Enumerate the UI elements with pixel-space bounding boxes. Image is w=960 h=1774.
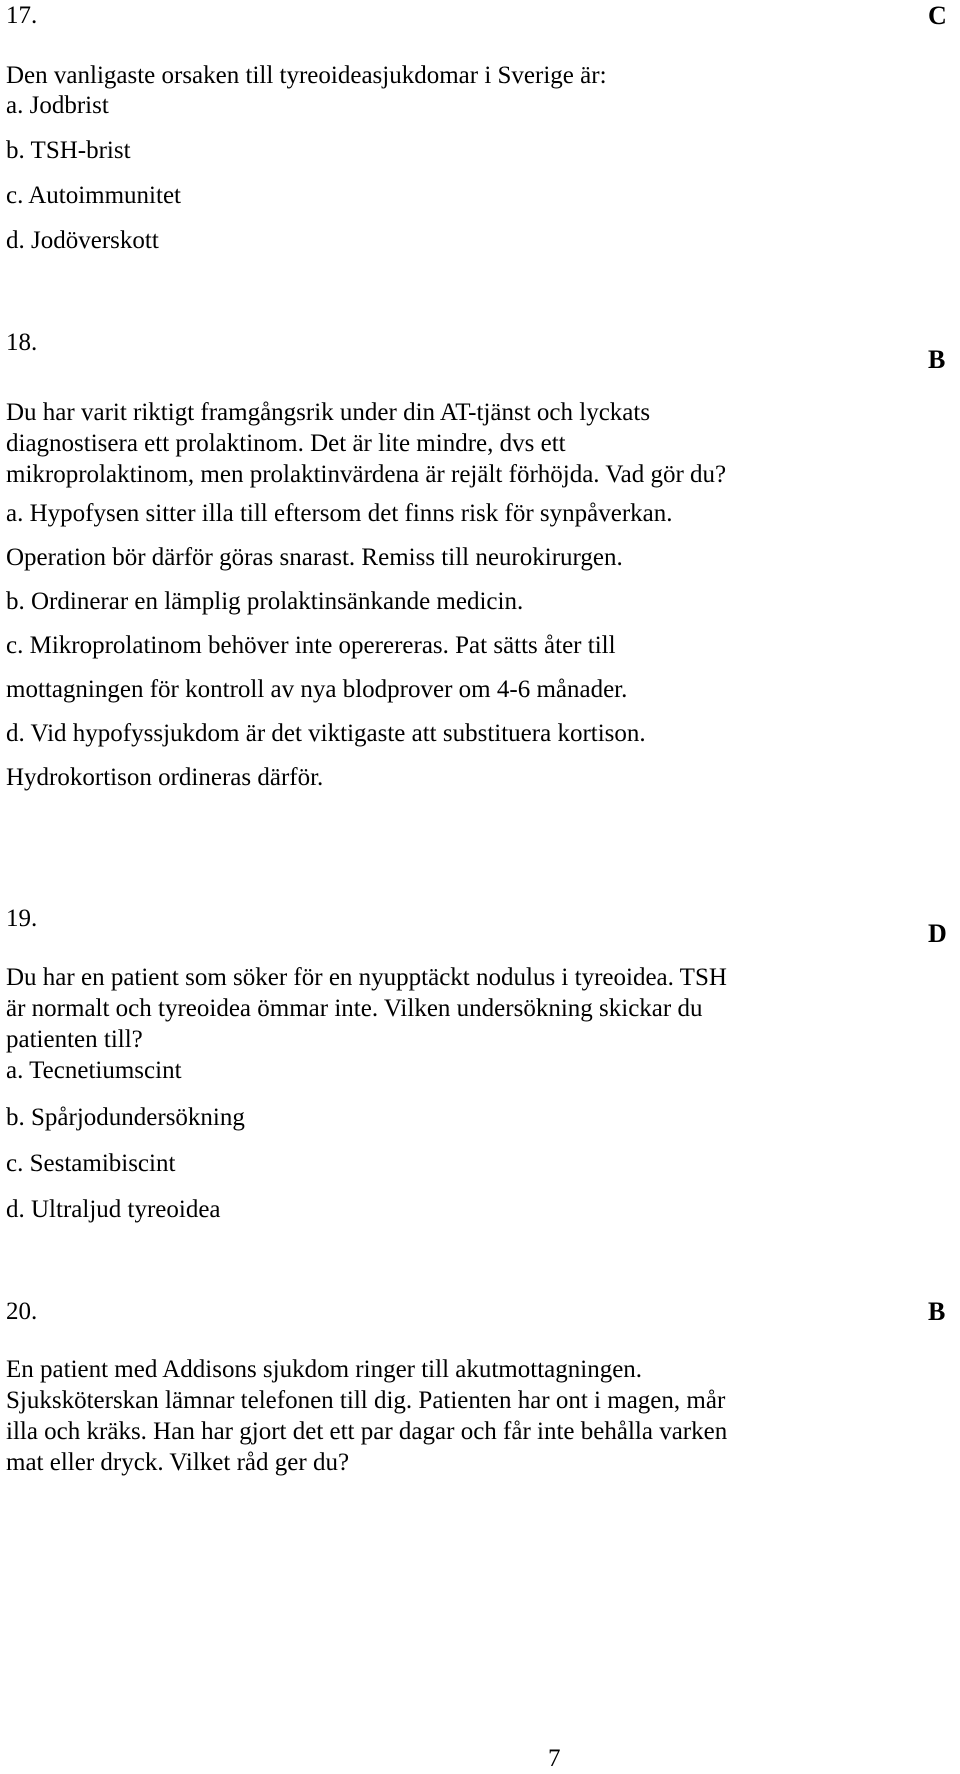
- question-number: 18.: [6, 329, 38, 356]
- answer-option-continued: Hydrokortison ordineras därför.: [6, 764, 324, 791]
- answer-key: B: [928, 1297, 946, 1326]
- answer-option: b. Spårjodundersökning: [6, 1104, 245, 1131]
- question-number: 19.: [6, 905, 38, 932]
- answer-key: D: [928, 919, 947, 948]
- question-stem: En patient med Addisons sjukdom ringer till akutmottagningen.: [6, 1356, 643, 1383]
- question-stem: mikroprolaktinom, men prolaktinvärdena är rejält förhöjda. Vad gör du?: [6, 461, 727, 488]
- answer-option: a. Jodbrist: [6, 92, 109, 119]
- answer-key: B: [928, 345, 946, 374]
- answer-option: a. Tecnetiumscint: [6, 1057, 182, 1084]
- answer-option: d. Jodöverskott: [6, 227, 159, 254]
- answer-option: d. Vid hypofyssjukdom är det viktigaste att substituera kortison.: [6, 720, 646, 747]
- answer-option-continued: Operation bör därför göras snarast. Remiss till neurokirurgen.: [6, 544, 623, 571]
- question-stem: illa och kräks. Han har gjort det ett par dagar och får inte behålla varken: [6, 1418, 728, 1445]
- question-stem: Du har en patient som söker för en nyupptäckt nodulus i tyreoidea. TSH: [6, 964, 727, 991]
- answer-option: a. Hypofysen sitter illa till eftersom det finns risk för synpåverkan.: [6, 500, 673, 527]
- question-stem: Den vanligaste orsaken till tyreoideasjukdomar i Sverige är:: [6, 62, 607, 89]
- answer-option: b. TSH-brist: [6, 137, 131, 164]
- question-stem: Sjuksköterskan lämnar telefonen till dig. Patienten har ont i magen, mår: [6, 1387, 726, 1414]
- question-stem: Du har varit riktigt framgångsrik under din AT-tjänst och lyckats: [6, 399, 651, 426]
- question-stem: mat eller dryck. Vilket råd ger du?: [6, 1449, 350, 1476]
- question-number: 20.: [6, 1298, 38, 1325]
- question-number: 17.: [6, 2, 38, 29]
- answer-option: b. Ordinerar en lämplig prolaktinsänkande medicin.: [6, 588, 524, 615]
- page-number: 7: [548, 1745, 561, 1772]
- answer-option: c. Sestamibiscint: [6, 1150, 176, 1177]
- answer-option: c. Autoimmunitet: [6, 182, 181, 209]
- question-stem: diagnostisera ett prolaktinom. Det är lite mindre, dvs ett: [6, 430, 566, 457]
- answer-option-continued: mottagningen för kontroll av nya blodprover om 4-6 månader.: [6, 676, 628, 703]
- question-stem: är normalt och tyreoidea ömmar inte. Vilken undersökning skickar du: [6, 995, 703, 1022]
- answer-option: d. Ultraljud tyreoidea: [6, 1196, 221, 1223]
- answer-option: c. Mikroprolatinom behöver inte operereras. Pat sätts åter till: [6, 632, 616, 659]
- question-stem: patienten till?: [6, 1026, 143, 1053]
- answer-key: C: [928, 1, 947, 30]
